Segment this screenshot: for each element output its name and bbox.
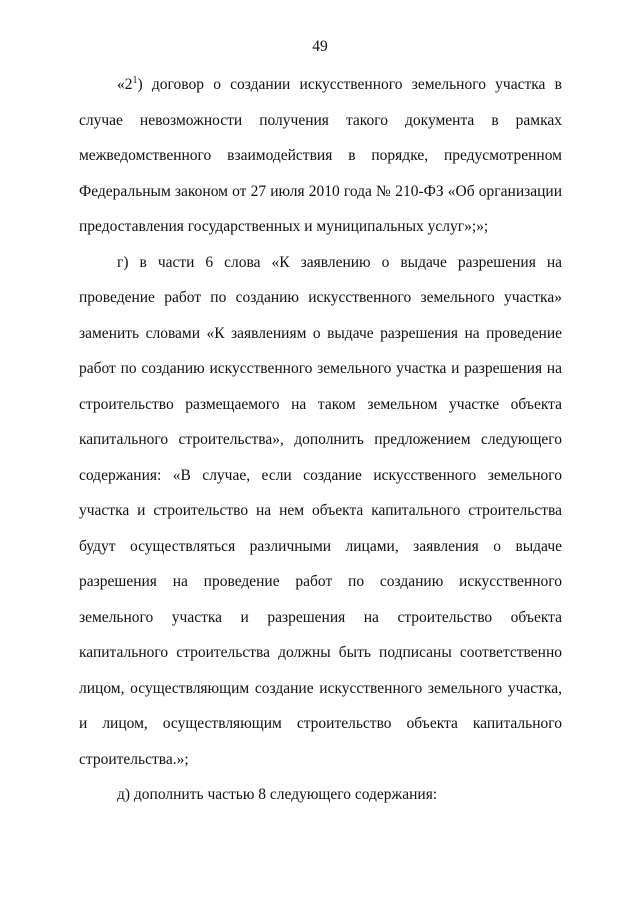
paragraph-item-d: д) дополнить частью 8 следующего содержания: xyxy=(117,786,438,803)
superscript-marker: 1 xyxy=(132,75,138,86)
page-number: 49 xyxy=(312,38,328,55)
document-body xyxy=(79,67,562,813)
paragraph-item-2-1-open: «2 xyxy=(117,76,133,93)
paragraph-item-g: г) в части 6 слова «К заявлению о выдаче разрешения на проведение работ по созданию искусственного земельного участка» заменить словами «К заявлениям о выдаче разрешения на проведение работ по созданию искусственного земельного участка и разрешения на строительство размещаемого на таком земельном участке объекта капитального строительства», дополнить предложением следующего содержания: «В случае, если создание искусственного земельного участка и строительство на нем объекта капитального строительства будут осуществляться различными лицами, заявления о выдаче разрешения на проведение работ по созданию искусственного земельного участка и разрешения на строительство объекта капитального строительства должны быть подписаны соответственно лицом, осуществляющим создание искусственного земельного участка, и лицом, осуществляющим строительство объекта капитального строительства.»; xyxy=(79,253,562,768)
paragraph-item-2-1-text: ) договор о создании искусственного земельного участка в случае невозможности получения такого документа в рамках межведомственного взаимодействия в порядке, предусмотренном Федеральным законом от 27 июля 2010 года № 210-ФЗ «Об организации предоставления государственных и муниципальных услуг»;»; xyxy=(79,76,562,235)
paragraph-item-2-1 xyxy=(79,67,562,245)
